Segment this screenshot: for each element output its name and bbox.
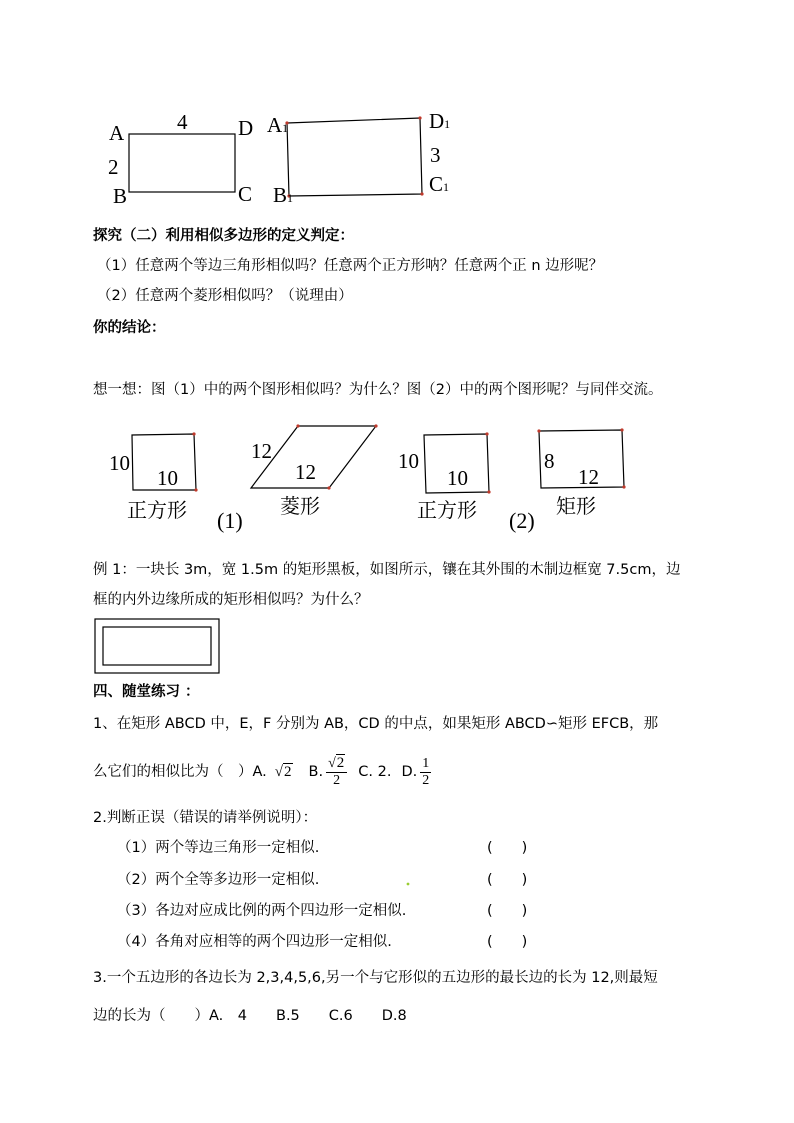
- rhombus-side-left: 12: [251, 439, 272, 463]
- square2-side-bottom: 10: [447, 466, 468, 490]
- judgement-item-4: （4）各角对应相等的两个四边形一定相似.: [117, 934, 392, 950]
- option-b-label: B.: [308, 764, 324, 780]
- side-length-right: 3: [430, 143, 441, 167]
- vertex-label-b: B: [113, 184, 128, 208]
- judgement-blank-3[interactable]: ( ): [487, 903, 528, 919]
- judgement-blank-4[interactable]: ( ): [487, 934, 528, 950]
- practice-q3-line1: 3.一个五边形的各边长为 2,3,4,5,6,另一个与它形似的五边形的最长边的长为 12,则最短: [93, 970, 658, 986]
- vertex-label-c1: C1: [429, 172, 450, 196]
- vertex-label-a: A: [109, 121, 125, 145]
- vertex-label-c: C: [238, 182, 253, 206]
- square1-side-bottom: 10: [157, 466, 178, 490]
- side-length-top: 4: [177, 110, 188, 134]
- judgement-blank-1[interactable]: ( ): [487, 840, 528, 856]
- rectangle-side-left: 8: [544, 449, 555, 473]
- vertex-label-d1: D1: [429, 109, 451, 133]
- square1-caption: 正方形: [127, 498, 187, 522]
- square2-caption: 正方形: [417, 498, 477, 522]
- vertex-label-a1: A1: [267, 113, 289, 137]
- figure-group-2-label: (2): [509, 508, 535, 533]
- judgement-item-3: （3）各边对应成比例的两个四边形一定相似.: [117, 903, 407, 919]
- judgement-blank-2[interactable]: ( ): [487, 872, 528, 888]
- conclusion-label: 你的结论：: [93, 320, 166, 336]
- rhombus-caption: 菱形: [280, 494, 320, 518]
- vertex-label-d: D: [238, 116, 254, 140]
- side-length-left: 2: [108, 155, 119, 179]
- option-d-fraction: $\frac{1}{2}$: [422, 755, 430, 788]
- practice-heading: 四、随堂练习 ：: [93, 684, 200, 700]
- square2-side-left: 10: [398, 449, 419, 473]
- option-d-label: D.: [401, 764, 418, 780]
- vertex-label-b1: B1: [273, 183, 294, 207]
- judgement-item-1: （1）两个等边三角形一定相似.: [117, 840, 320, 856]
- option-a-sqrt: √2: [274, 764, 292, 780]
- practice-q1-prefix: 么它们的相似比为（ ）A.: [93, 764, 267, 780]
- square1-side-left: 10: [109, 451, 130, 475]
- question-1: （1）任意两个等边三角形相似吗？任意两个正方形呐？任意两个正 n 边形呢？: [97, 258, 604, 274]
- practice-q2-title: 2.判断正误（错误的请举例说明）：: [93, 810, 318, 826]
- rhombus-side-bottom: 12: [295, 460, 316, 484]
- option-b-fraction: $\frac{√2}{2}$: [326, 755, 347, 789]
- section-heading-explore: 探究（二）利用相似多边形的定义判定：: [93, 228, 354, 244]
- question-2: （2）任意两个菱形相似吗？（说理由）: [97, 288, 353, 304]
- option-c: C. 2.: [358, 764, 392, 780]
- rectangle-caption: 矩形: [556, 494, 596, 518]
- judgement-item-2: （2）两个全等多边形一定相似.: [117, 872, 320, 888]
- example1-line1: 例 1：一块长 3m，宽 1.5m 的矩形黑板，如图所示，镶在其外围的木制边框宽 7.5cm，边: [93, 562, 681, 578]
- example1-line2: 框的内外边缘所成的矩形相似吗？为什么？: [93, 592, 369, 608]
- practice-q1-line1: 1、在矩形 ABCD 中，E，F 分别为 AB，CD 的中点，如果矩形 ABCD∽矩形 EFCB，那: [93, 716, 659, 732]
- figure-group-1-label: (1): [217, 508, 243, 533]
- practice-q3-line2: 边的长为（ ）A. 4 B.5 C.6 D.8: [93, 1008, 407, 1024]
- rectangle-side-bottom: 12: [578, 465, 599, 489]
- think-prompt: 想一想：图（1）中的两个图形相似吗？为什么？图（2）中的两个图形呢？与同伴交流。: [93, 382, 663, 398]
